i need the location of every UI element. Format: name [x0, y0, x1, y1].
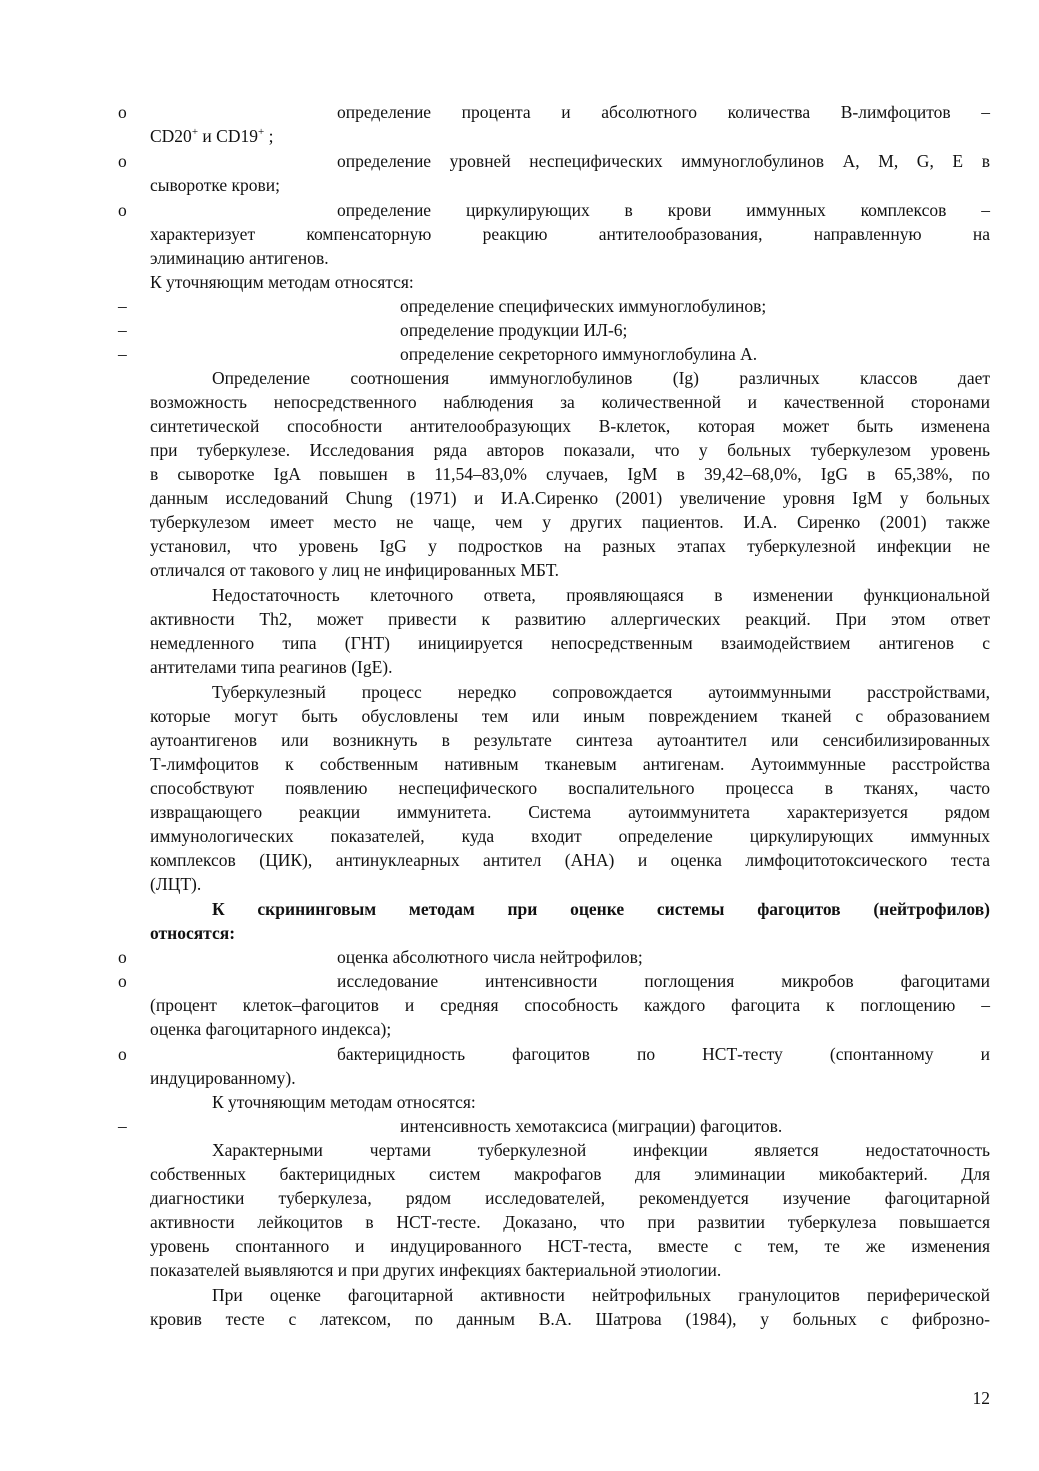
list-bullet: o	[118, 1044, 127, 1064]
list-item-text: определение процента и абсолютного количества В-лимфоцитов –	[337, 102, 990, 122]
list-item-text: определение продукции ИЛ-6;	[400, 320, 628, 340]
paragraph-line: комплексов (ЦИК), антинуклеарных антител (АНА) и оценка лимфоцитотоксического теста	[150, 850, 990, 870]
paragraph-line: Недостаточность клеточного ответа, проявляющаяся в изменении функциональной	[212, 585, 990, 605]
paragraph-line: извращающего реакции иммунитета. Система аутоиммунитета характеризуется рядом	[150, 802, 990, 822]
paragraph-line: собственных бактерицидных систем макрофагов для элиминации микобактерий. Для	[150, 1164, 990, 1184]
paragraph-line: Характерными чертами туберкулезной инфекции является недостаточность	[212, 1140, 990, 1160]
list-item-text: определение уровней неспецифических иммуноглобулинов А, М, G, Е в	[337, 151, 990, 171]
paragraph-line: возможность непосредственного наблюдения за количественной и качественной сторонами	[150, 392, 990, 412]
bold-heading-line: К скрининговым методам при оценке системы фагоцитов (нейтрофилов)	[212, 899, 990, 919]
paragraph-line: иммунологических показателей, куда входит определение циркулирующих иммунных	[150, 826, 990, 846]
list-item-text: определение специфических иммуноглобулинов;	[400, 296, 767, 316]
list-item-text: интенсивность хемотаксиса (миграции) фагоцитов.	[400, 1116, 783, 1136]
paragraph-line: Определение соотношения иммуноглобулинов (Ig) различных классов дает	[212, 368, 990, 388]
paragraph-line: отличался от такового у лиц не инфицированных МБТ.	[150, 560, 560, 580]
list-bullet: o	[118, 151, 127, 171]
list-item-text: сыворотке крови;	[150, 175, 281, 195]
paragraph-line: аутоантигенов или возникнуть в результате синтеза аутоантител или сенсибилизированных	[150, 730, 990, 750]
list-item-text: индуцированному).	[150, 1068, 296, 1088]
paragraph-line: диагностики туберкулеза, рядом исследователей, рекомендуется изучение фагоцитарной	[150, 1188, 990, 1208]
paragraph-line: данным исследований Chung (1971) и И.А.Сиренко (2001) увеличение уровня IgM у больных	[150, 488, 990, 508]
list-item-text: оценка фагоцитарного индекса);	[150, 1019, 392, 1039]
paragraph-line: Туберкулезный процесс нередко сопровождается аутоиммунными расстройствами,	[212, 682, 990, 702]
paragraph-line: синтетической способности антителообразующих В-клеток, которая может быть изменена	[150, 416, 990, 436]
list-item-text: определение секреторного иммуноглобулина А.	[400, 344, 758, 364]
list-item-text: определение циркулирующих в крови иммунных комплексов –	[337, 200, 990, 220]
paragraph-line: активности Th2, может привести к развитию аллергических реакций. При этом ответ	[150, 609, 990, 629]
paragraph-line: уровень спонтанного и индуцированного НСТ-теста, вместе с тем, те же изменения	[150, 1236, 990, 1256]
bold-heading-line: относятся:	[150, 923, 236, 943]
paragraph-line: в сыворотке IgA повышен в 11,54–83,0% случаев, IgM в 39,42–68,0%, IgG в 65,38%, по	[150, 464, 990, 484]
paragraph-line: установил, что уровень IgG у подростков на разных этапах туберкулезной инфекции не	[150, 536, 990, 556]
paragraph-line: туберкулезом имеет место не чаще, чем у других пациентов. И.А. Сиренко (2001) также	[150, 512, 990, 532]
paragraph-line: антителами типа реагинов (IgE).	[150, 657, 393, 677]
list-bullet: o	[118, 947, 127, 967]
list-item-text: CD20+ и CD19+ ;	[150, 126, 274, 146]
paragraph-line: (ЛЦТ).	[150, 874, 202, 894]
paragraph-line: при туберкулезе. Исследования ряда авторов показали, что у больных туберкулезом уровень	[150, 440, 990, 460]
paragraph-line: немедленного типа (ГНТ) инициируется непосредственным взаимодействием антигенов с	[150, 633, 990, 653]
paragraph-line: активности лейкоцитов в НСТ-тесте. Доказано, что при развитии туберкулеза повышается	[150, 1212, 990, 1232]
paragraph-line: которые могут быть обусловлены тем или иным повреждением тканей с образованием	[150, 706, 990, 726]
list-bullet: o	[118, 102, 127, 122]
list-item-text: бактерицидность фагоцитов по НСТ-тесту (спонтанному и	[337, 1044, 990, 1064]
list-bullet: o	[118, 200, 127, 220]
list-item-text: элиминацию антигенов.	[150, 248, 329, 268]
list-item-text: исследование интенсивности поглощения микробов фагоцитами	[337, 971, 990, 991]
section-heading: К уточняющим методам относятся:	[150, 272, 414, 292]
page-number: 12	[972, 1388, 990, 1408]
dash-bullet: –	[118, 320, 127, 340]
section-heading: К уточняющим методам относятся:	[212, 1092, 476, 1112]
paragraph-line: показателей выявляются и при других инфекциях бактериальной этиологии.	[150, 1260, 722, 1280]
paragraph-line: При оценке фагоцитарной активности нейтрофильных гранулоцитов периферической	[212, 1285, 990, 1305]
dash-bullet: –	[118, 1116, 127, 1136]
paragraph-line: способствуют появлению неспецифического воспалительного процесса в тканях, часто	[150, 778, 990, 798]
list-item-text: (процент клеток–фагоцитов и средняя способность каждого фагоцита к поглощению –	[150, 995, 990, 1015]
dash-bullet: –	[118, 344, 127, 364]
list-item-text: характеризует компенсаторную реакцию антителообразования, направленную на	[150, 224, 990, 244]
paragraph-line: Т-лимфоцитов к собственным нативным тканевым антигенам. Аутоиммунные расстройства	[150, 754, 990, 774]
paragraph-line: кровив тесте с латексом, по данным В.А. Шатрова (1984), у больных с фиброзно-	[150, 1309, 990, 1329]
list-item-text: оценка абсолютного числа нейтрофилов;	[337, 947, 643, 967]
list-bullet: o	[118, 971, 127, 991]
dash-bullet: –	[118, 296, 127, 316]
